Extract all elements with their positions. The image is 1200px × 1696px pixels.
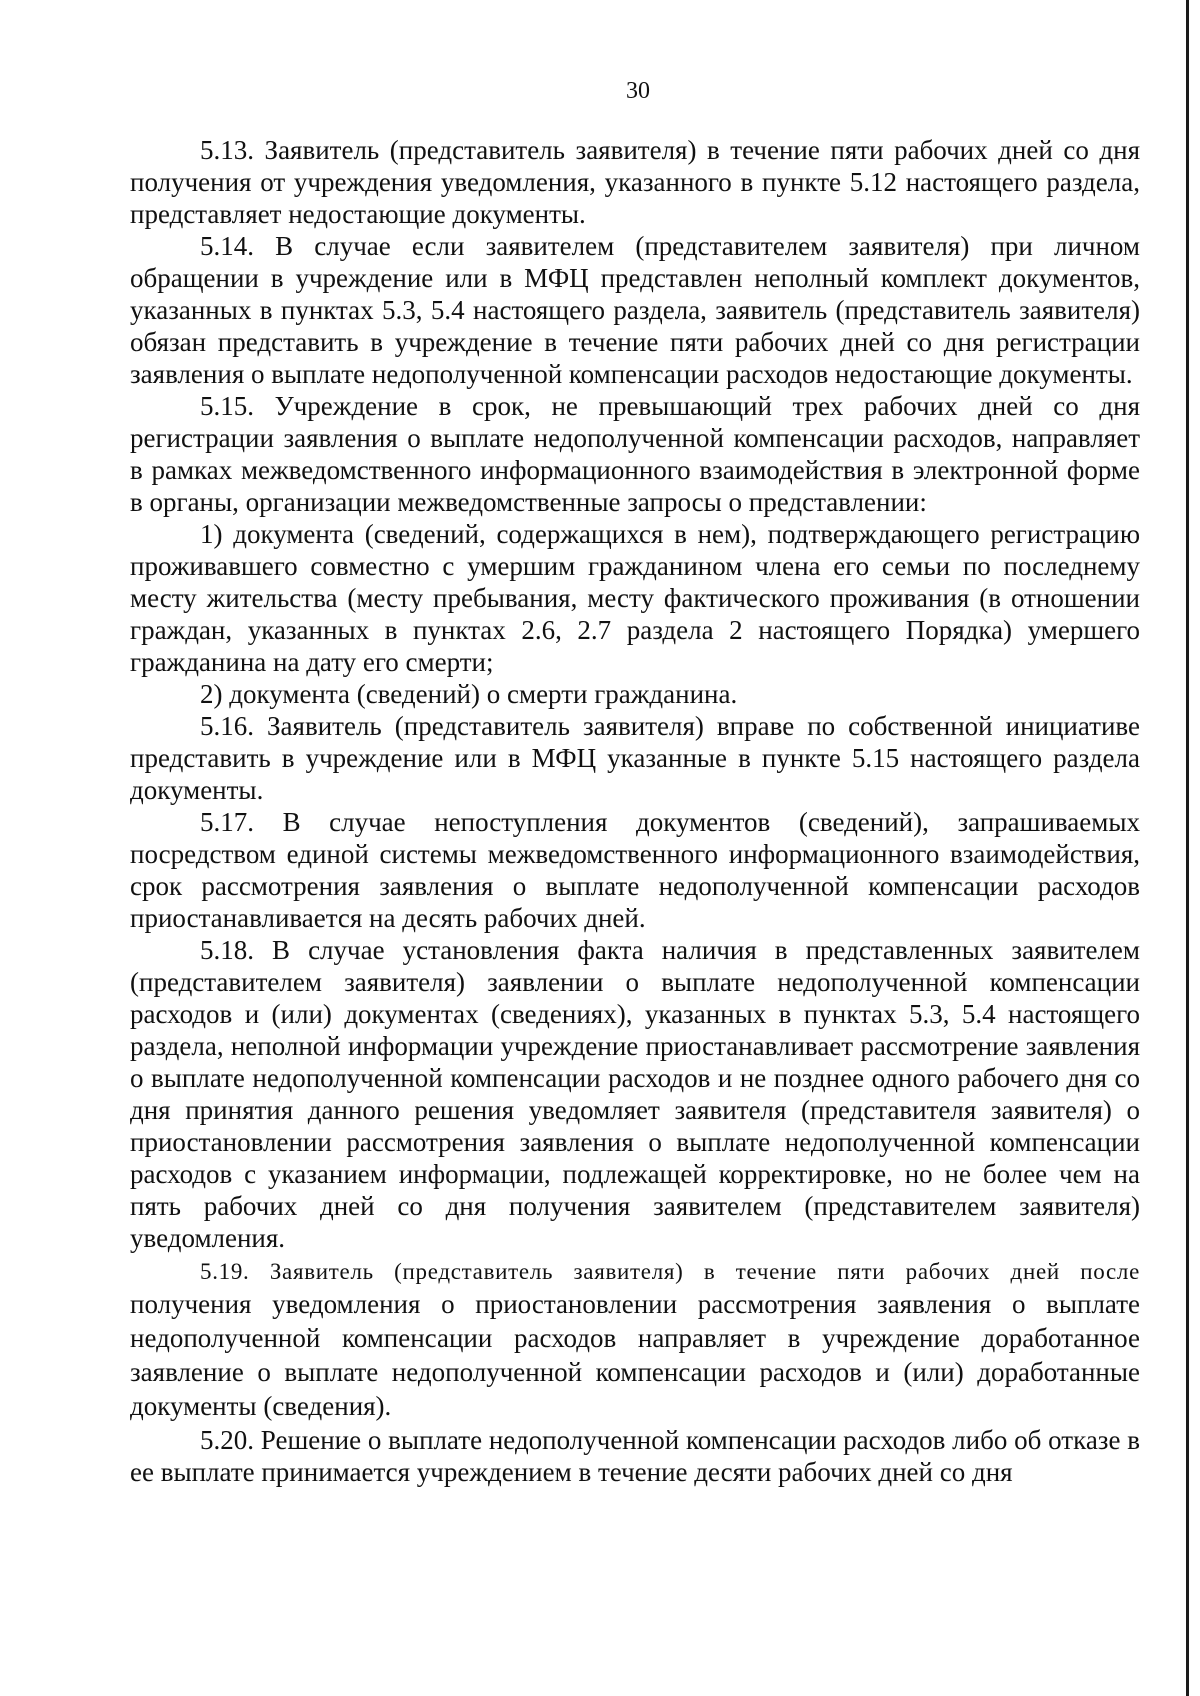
paragraph-5-15: 5.15. Учреждение в срок, не превышающий трех рабочих дней со дня регистрации заявления о выплате недополученной компенсации расходов, направляет в рамках межведомственного информационного взаимодействия в электронной форме в органы, организации межведомственные запросы о представлении: [130,391,1140,517]
paragraph-5-19-first-line: 5.19. Заявитель (представитель заявителя) в течение пяти рабочих дней после [200,1259,1140,1284]
document-body [130,134,1140,1488]
paragraph-5-16: 5.16. Заявитель (представитель заявителя) вправе по собственной инициативе представить в учреждение или в МФЦ указанные в пункте 5.15 настоящего раздела документы. [130,711,1140,805]
paragraph-5-20: 5.20. Решение о выплате недополученной компенсации расходов либо об отказе в ее выплате принимается учреждением в течение десяти рабочих дней со дня [130,1425,1140,1487]
page-number: 30 [626,78,650,104]
page-edge-line [1186,0,1189,1696]
list-item-1: 1) документа (сведений, содержащихся в нем), подтверждающего регистрацию проживавшего совместно с умершим гражданином члена его семьи по последнему месту жительства (месту пребывания, месту фактического проживания (в отношении граждан, указанных в пунктах 2.6, 2.7 раздела 2 настоящего Порядка) умершего гражданина на дату его смерти; [130,519,1140,677]
paragraph-5-13: 5.13. Заявитель (представитель заявителя) в течение пяти рабочих дней со дня получения от учреждения уведомления, указанного в пункте 5.12 настоящего раздела, представляет недостающие документы. [130,135,1140,229]
paragraph-5-19 [130,1254,1140,1424]
paragraph-5-18: 5.18. В случае установления факта наличия в представленных заявителем (представителем заявителя) заявлении о выплате недополученной компенсации расходов и (или) документах (сведениях), указанных в пунктах 5.3, 5.4 настоящего раздела, неполной информации учреждение приостанавливает рассмотрение заявления о выплате недополученной компенсации расходов и не позднее одного рабочего дня со дня принятия данного решения уведомляет заявителя (представителя заявителя) о приостановлении рассмотрения заявления о выплате недополученной компенсации расходов с указанием информации, подлежащей корректировке, но не более чем на пять рабочих дней со дня получения заявителем (представителем заявителя) уведомления. [130,935,1140,1253]
paragraph-5-17: 5.17. В случае непоступления документов (сведений), запрашиваемых посредством единой системы межведомственного информационного взаимодействия, срок рассмотрения заявления о выплате недополученной компенсации расходов приостанавливается на десять рабочих дней. [130,807,1140,933]
paragraph-5-19-rest: получения уведомления о приостановлении рассмотрения заявления о выплате недополученной компенсации расходов направляет в учреждение доработанное заявление о выплате недополученной компенсации расходов и (или) доработанные документы (сведения). [130,1289,1140,1421]
list-item-2: 2) документа (сведений) о смерти гражданина. [200,679,738,709]
paragraph-5-14: 5.14. В случае если заявителем (представителем заявителя) при личном обращении в учреждение или в МФЦ представлен неполный комплект документов, указанных в пунктах 5.3, 5.4 настоящего раздела, заявитель (представитель заявителя) обязан представить в учреждение в течение пяти рабочих дней со дня регистрации заявления о выплате недополученной компенсации расходов недостающие документы. [130,231,1140,389]
